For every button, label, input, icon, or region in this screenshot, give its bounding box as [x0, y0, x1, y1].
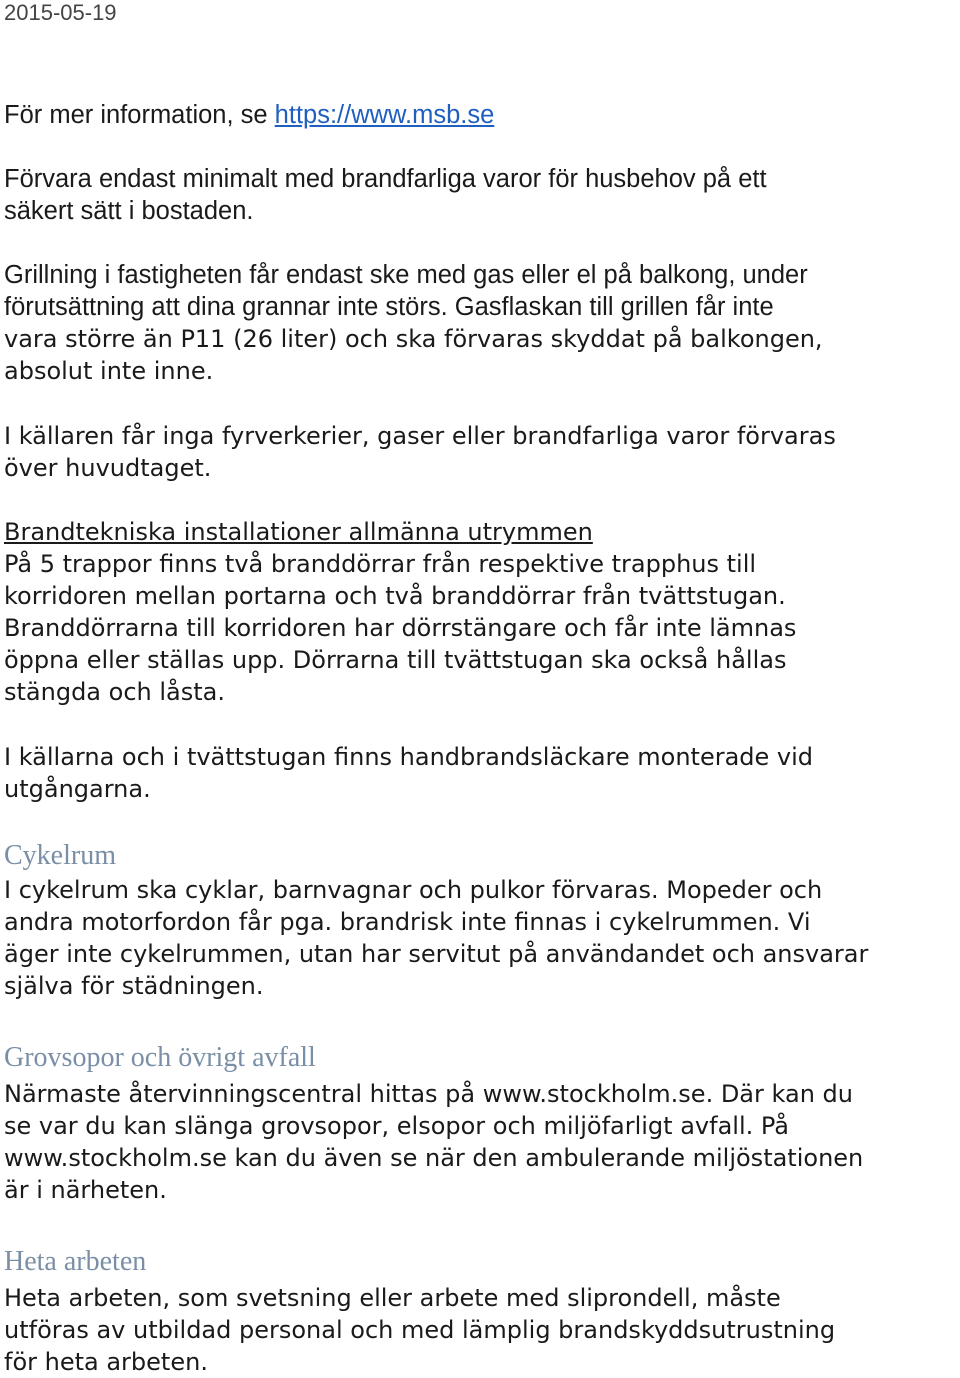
paragraph-line: Heta arbeten, som svetsning eller arbete med sliprondell, måste — [4, 1284, 781, 1312]
paragraph-line: Grillning i fastigheten får endast ske med gas eller el på balkong, under — [4, 261, 808, 289]
paragraph-line: www.stockholm.se kan du även se när den ambulerande miljöstationen — [4, 1144, 864, 1172]
document-date: 2015-05-19 — [4, 0, 117, 25]
paragraph-line: själva för städningen. — [4, 972, 264, 1000]
paragraph-line: absolut inte inne. — [4, 357, 214, 385]
paragraph-line: säkert sätt i bostaden. — [4, 197, 254, 225]
paragraph-line: På 5 trappor finns två branddörrar från respektive trapphus till — [4, 550, 757, 578]
paragraph-line: vara större än P11 (26 liter) och ska förvaras skyddat på balkongen, — [4, 325, 823, 353]
paragraph-line: är i närheten. — [4, 1176, 167, 1204]
paragraph-line: Branddörrarna till korridoren har dörrstängare och får inte lämnas — [4, 614, 797, 642]
paragraph-line: förutsättning att dina grannar inte störs. Gasflaskan till grillen får inte — [4, 293, 774, 321]
info-text: För mer information, se — [4, 101, 275, 129]
section-heading-brandtekniska: Brandtekniska installationer allmänna utrymmen — [4, 518, 593, 546]
paragraph-line: stängda och låsta. — [4, 678, 225, 706]
info-line — [4, 99, 494, 131]
section-heading-cykelrum: Cykelrum — [4, 840, 116, 871]
paragraph-line: andra motorfordon får pga. brandrisk inte finnas i cykelrummen. Vi — [4, 908, 811, 936]
paragraph-line: utföras av utbildad personal och med lämplig brandskyddsutrustning — [4, 1316, 836, 1344]
paragraph-line: över huvudtaget. — [4, 454, 212, 482]
paragraph-line: I källarna och i tvättstugan finns handbrandsläckare monterade vid — [4, 743, 814, 771]
paragraph-line: I cykelrum ska cyklar, barnvagnar och pulkor förvaras. Mopeder och — [4, 876, 823, 904]
paragraph-line: äger inte cykelrummen, utan har servitut på användandet och ansvarar — [4, 940, 869, 968]
paragraph-line: korridoren mellan portarna och två branddörrar från tvättstugan. — [4, 582, 786, 610]
paragraph-line: se var du kan slänga grovsopor, elsopor och miljöfarligt avfall. På — [4, 1112, 789, 1140]
section-heading-grovsopor: Grovsopor och övrigt avfall — [4, 1042, 316, 1073]
paragraph-line: Närmaste återvinningscentral hittas på www.stockholm.se. Där kan du — [4, 1080, 853, 1108]
paragraph-line: öppna eller ställas upp. Dörrarna till tvättstugan ska också hållas — [4, 646, 787, 674]
paragraph-line: utgångarna. — [4, 775, 151, 803]
paragraph-line: Förvara endast minimalt med brandfarliga varor för husbehov på ett — [4, 165, 767, 193]
paragraph-line: I källaren får inga fyrverkerier, gaser eller brandfarliga varor förvaras — [4, 422, 836, 450]
section-heading-heta-arbeten: Heta arbeten — [4, 1246, 147, 1277]
paragraph-line: för heta arbeten. — [4, 1348, 208, 1376]
msb-link[interactable]: https://www.msb.se — [274, 101, 495, 129]
